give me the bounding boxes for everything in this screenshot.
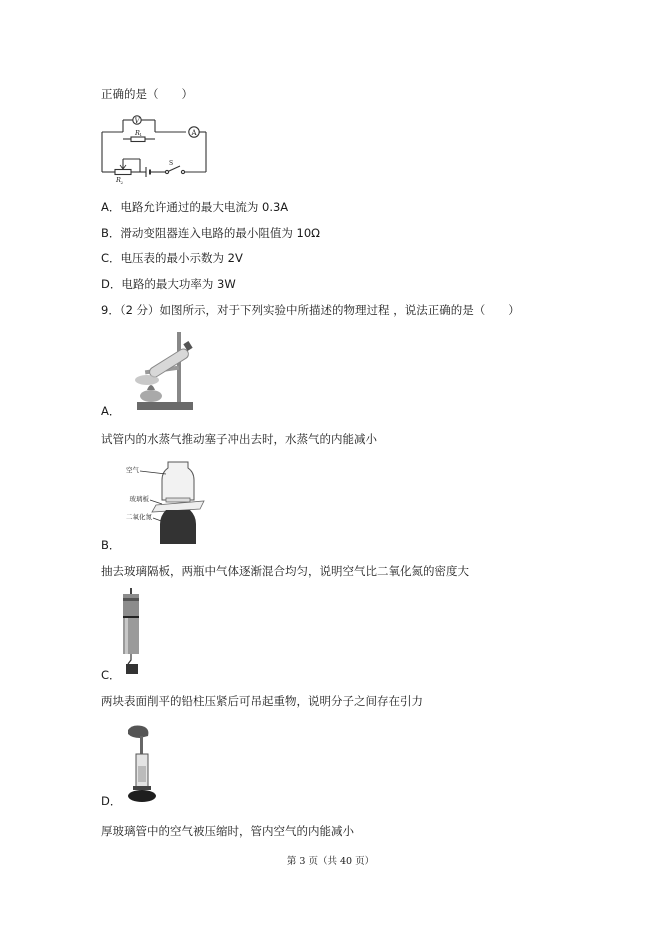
r1-label: R	[135, 129, 140, 137]
q8-option-d: D．电路的最大功率为 3W	[101, 277, 236, 291]
q8-stem-tail: 正确的是（ ）	[101, 87, 193, 101]
q9-option-b-letter: B．	[101, 538, 121, 552]
q9-option-d-text: 厚玻璃管中的空气被压缩时，管内空气的内能减小	[101, 824, 354, 838]
figure-b-label-glass-plate: 玻璃板	[129, 495, 149, 503]
ammeter-label: A	[191, 129, 197, 137]
figure-b-label-air: 空气	[126, 466, 139, 474]
r1-subscript: 1	[139, 132, 143, 137]
figure-d-air-compression	[124, 722, 160, 804]
q9-option-c-letter: C．	[101, 668, 121, 682]
q8-option-b: B．滑动变阻器连入电路的最小阻值为 10Ω	[101, 226, 320, 240]
figure-c-lead-cylinders	[120, 588, 144, 678]
q9-option-b-text: 抽去玻璃隔板，两瓶中气体逐渐混合均匀，说明空气比二氧化氮的密度大	[101, 564, 469, 578]
figure-a-test-tube-steam	[125, 328, 195, 412]
q8-option-c: C．电压表的最小示数为 2V	[101, 251, 243, 265]
voltmeter-label: V	[134, 117, 140, 125]
r2-label: R	[116, 176, 121, 184]
figure-b-label-no2: 二氧化氮	[126, 513, 152, 521]
page-footer: 第 3 页（共 40 页）	[286, 856, 375, 867]
switch-label: S	[169, 160, 174, 167]
q9-option-a-text: 试管内的水蒸气推动塞子冲出去时，水蒸气的内能减小	[101, 432, 377, 446]
figure-b-gas-diffusion	[120, 460, 206, 546]
r2-subscript: 2	[120, 180, 124, 185]
q9-stem: 9．（2 分）如图所示，对于下列实验中所描述的物理过程 ，说法正确的是（ ）	[101, 303, 520, 317]
r1-resistor	[131, 137, 145, 142]
r2-rheostat	[115, 170, 131, 175]
q9-option-a-letter: A．	[101, 404, 121, 418]
circuit-diagram	[98, 112, 210, 186]
q9-option-d-letter: D．	[101, 794, 122, 808]
q9-option-c-text: 两块表面削平的铅柱压紧后可吊起重物，说明分子之间存在引力	[101, 694, 423, 708]
q8-option-a: A．电路允许通过的最大电流为 0.3A	[101, 200, 289, 214]
